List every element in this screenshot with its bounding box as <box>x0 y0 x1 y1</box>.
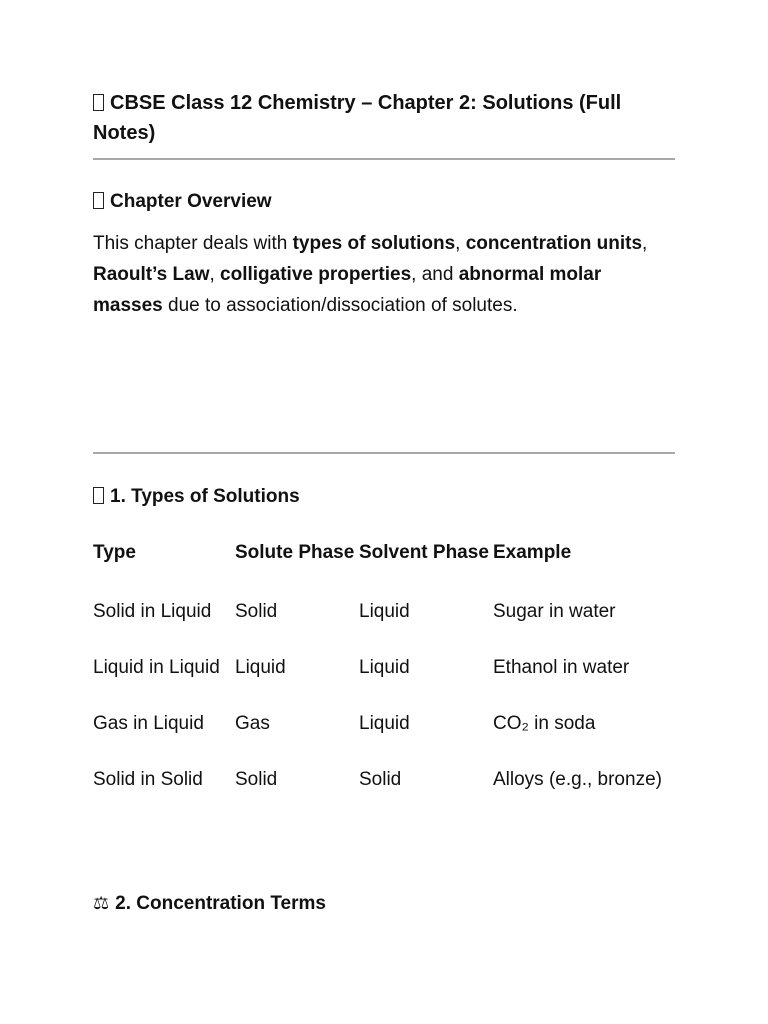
column-header: Solvent Phase <box>359 542 489 563</box>
table-cell: CO₂ in soda <box>493 713 596 734</box>
table-row <box>93 640 663 696</box>
paragraph-text: due to association/dissociation of solutes. <box>162 295 518 316</box>
table-cell: Liquid <box>359 601 410 622</box>
concentration-heading-text: 2. Concentration Terms <box>115 893 326 914</box>
solution-types-table <box>93 522 663 808</box>
column-header: Example <box>493 542 572 563</box>
bold-term: Raoult’s Law <box>93 264 210 285</box>
scales-icon: ⚖ <box>93 893 110 914</box>
missing-glyph-icon <box>93 487 104 504</box>
bold-term: types of solutions <box>292 233 456 254</box>
table-cell: Solid in Liquid <box>93 601 212 622</box>
bold-term: abnormal molar masses <box>93 264 602 316</box>
overview-heading <box>93 188 272 216</box>
paragraph-text: , <box>209 264 221 285</box>
table-cell: Gas <box>235 713 270 734</box>
divider <box>93 158 675 160</box>
table-cell: Liquid in Liquid <box>93 657 220 678</box>
table-row <box>93 696 663 752</box>
table-cell: Solid <box>235 601 278 622</box>
types-heading-text: 1. Types of Solutions <box>110 486 300 507</box>
table-cell: Ethanol in water <box>493 657 630 678</box>
overview-paragraph <box>93 228 653 321</box>
missing-glyph-icon <box>93 94 104 111</box>
paragraph-text: , <box>642 233 648 254</box>
table-cell: Solid <box>359 769 402 790</box>
overview-heading-text: Chapter Overview <box>110 191 272 212</box>
concentration-heading <box>93 890 326 918</box>
paragraph-text: , <box>455 233 466 254</box>
table-cell: Liquid <box>235 657 286 678</box>
table-header-row <box>93 522 663 584</box>
column-header: Type <box>93 542 136 563</box>
missing-glyph-icon <box>93 192 104 209</box>
divider <box>93 452 675 454</box>
table-cell: Solid <box>235 769 278 790</box>
bold-term: concentration units <box>465 233 643 254</box>
table-cell: Sugar in water <box>493 601 616 622</box>
paragraph-text: This chapter deals with <box>93 233 293 254</box>
table-cell: Solid in Solid <box>93 769 203 790</box>
table-cell: Liquid <box>359 657 410 678</box>
table-cell: Alloys (e.g., bronze) <box>493 769 662 790</box>
table-cell: Gas in Liquid <box>93 713 204 734</box>
column-header: Solute Phase <box>235 542 355 563</box>
types-heading <box>93 483 300 511</box>
table-cell: Liquid <box>359 713 410 734</box>
paragraph-text: , and <box>411 264 459 285</box>
document-title-text: CBSE Class 12 Chemistry – Chapter 2: Solutions (Full Notes) <box>93 92 622 144</box>
table-row <box>93 752 663 808</box>
bold-term: colligative properties <box>220 264 412 285</box>
document-title <box>93 88 653 148</box>
table-row <box>93 584 663 640</box>
